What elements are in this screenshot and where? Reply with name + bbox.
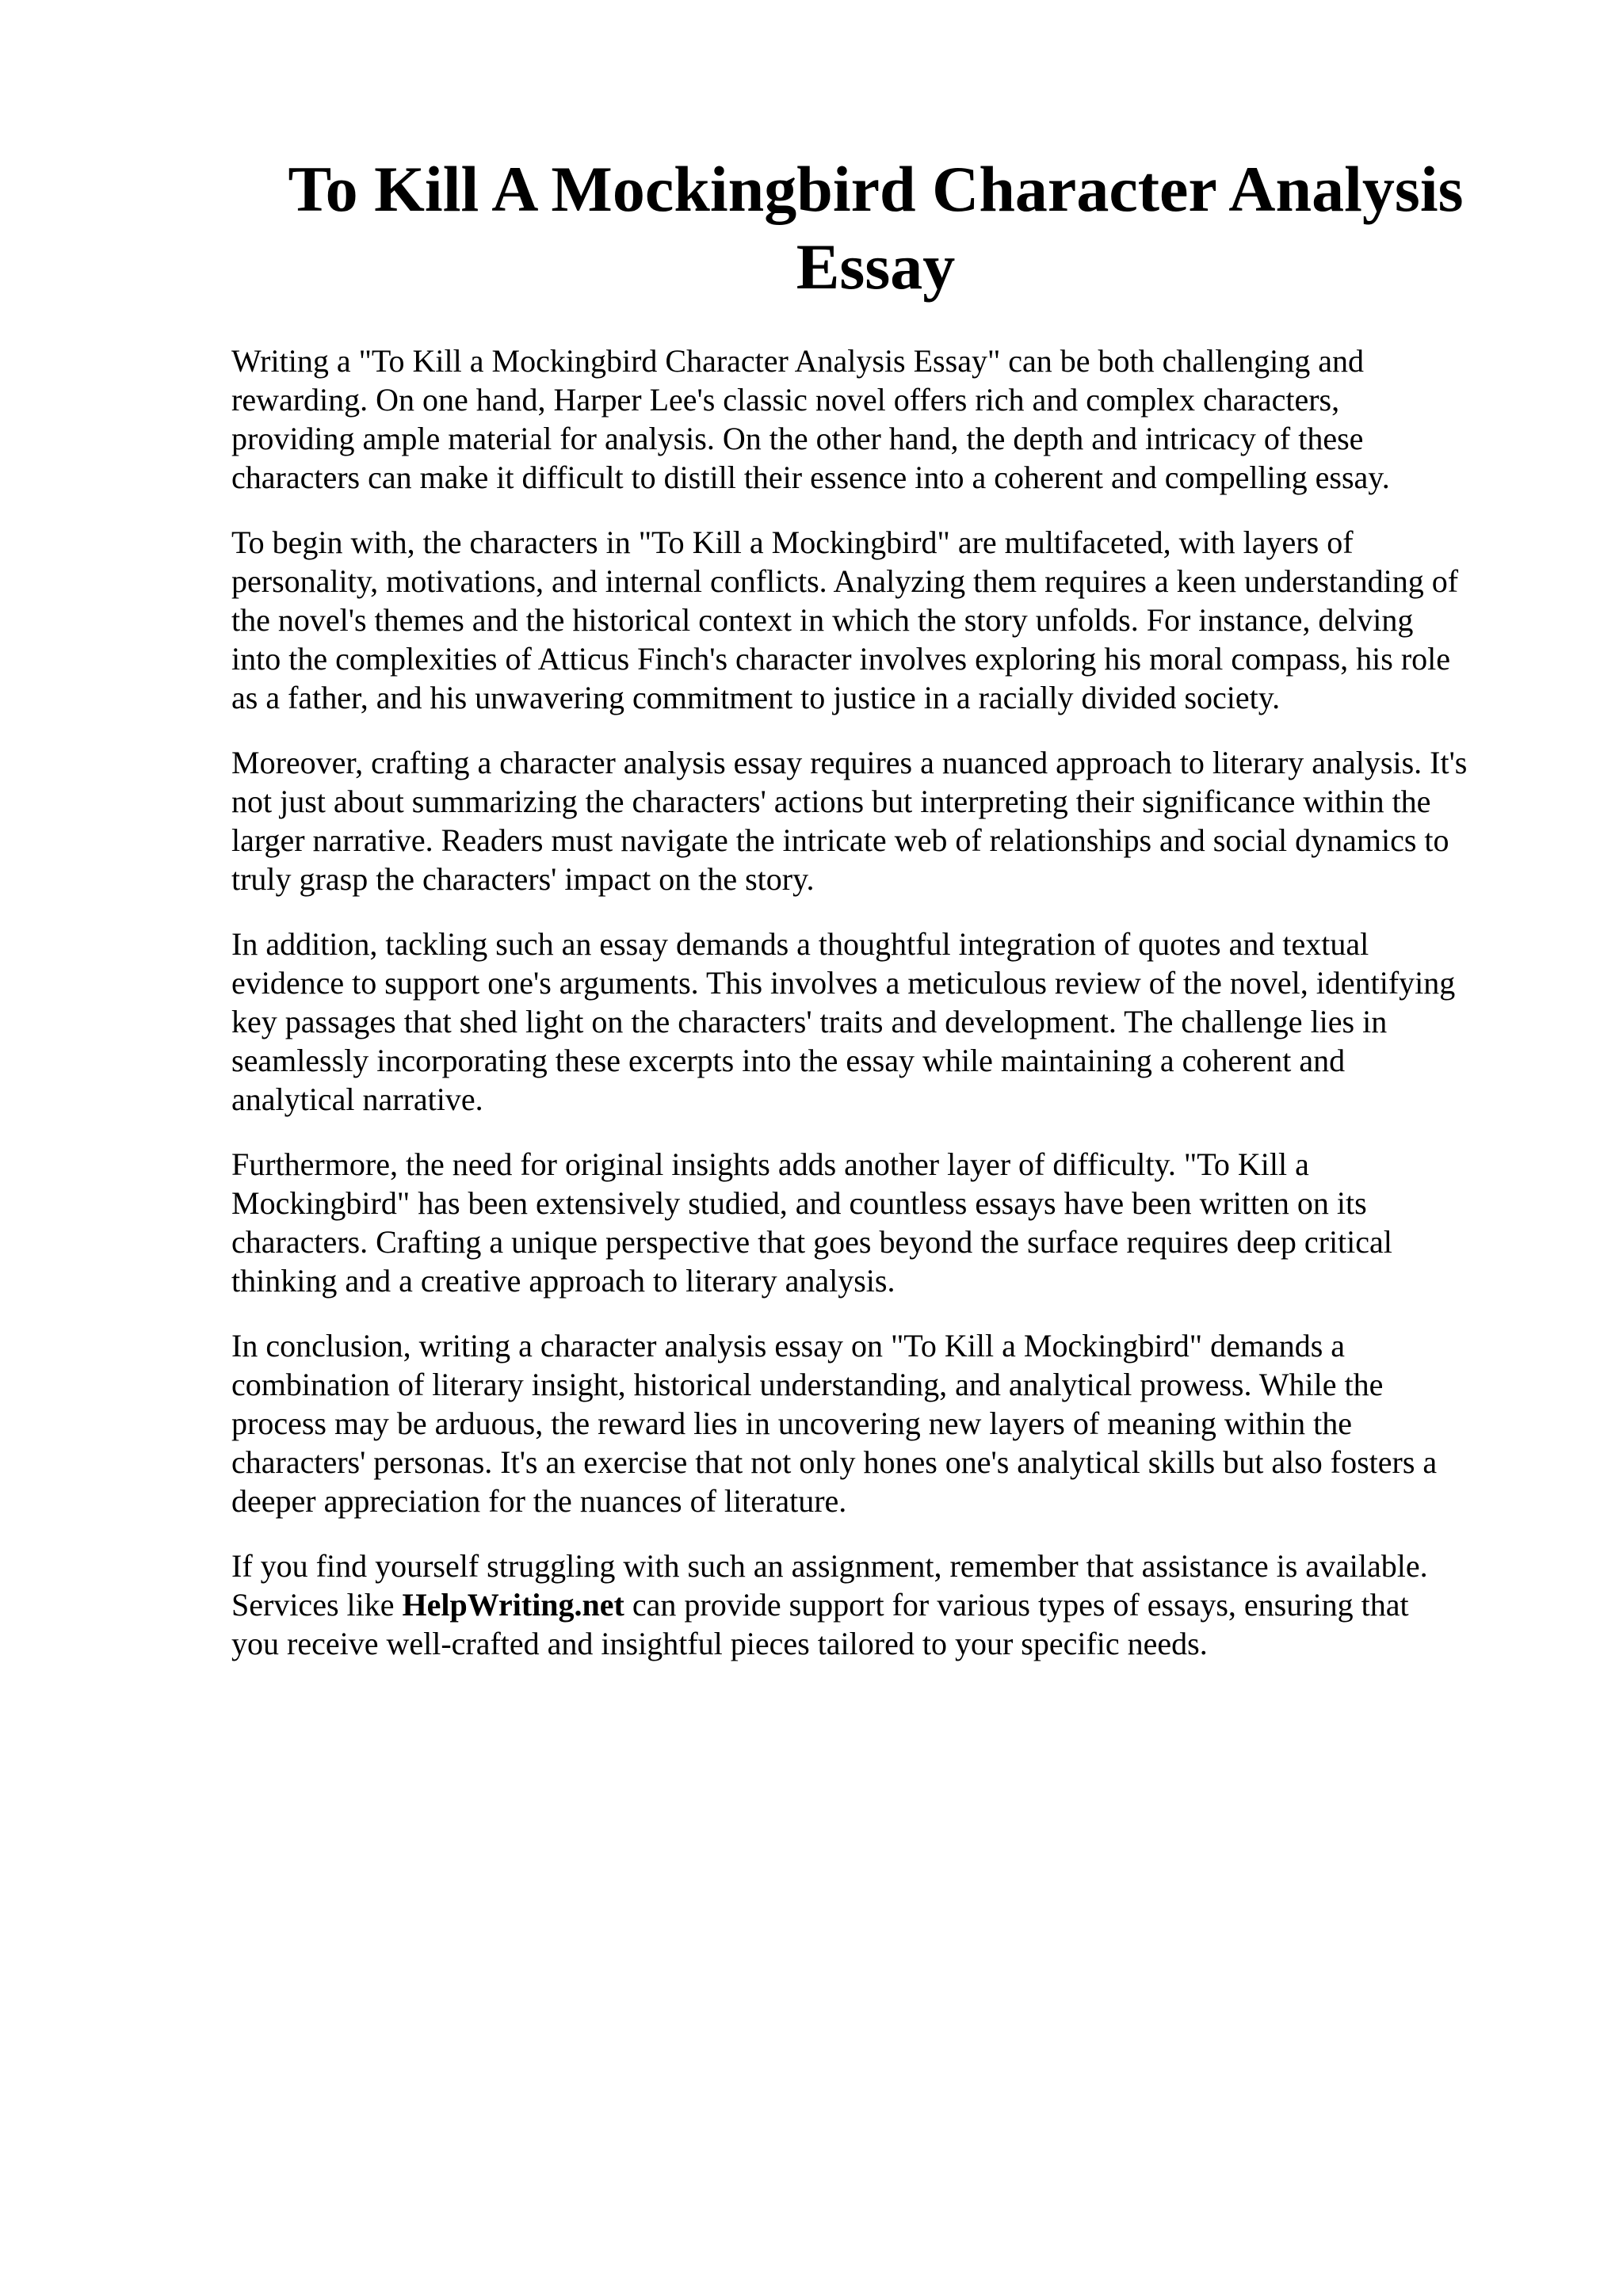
paragraph-7 (231, 1547, 1547, 1663)
text-line: truly grasp the characters' impact on the story. (231, 861, 815, 897)
text-line (231, 1585, 1547, 1624)
text-line: you receive well-crafted and insightful pieces tailored to your specific needs. (231, 1626, 1208, 1661)
text-line: Writing a "To Kill a Mockingbird Character Analysis Essay" can be both challenging and (231, 343, 1365, 379)
paragraph-1 (231, 341, 1547, 497)
paragraph-2 (231, 523, 1547, 717)
text-segment: can provide support for various types of essays, ensuring that (624, 1587, 1409, 1623)
text-line: To begin with, the characters in "To Kill a Mockingbird" are multifaceted, with layers of (231, 524, 1354, 560)
text-line: providing ample material for analysis. On the other hand, the depth and intricacy of these (231, 421, 1364, 456)
paragraph-6 (231, 1326, 1547, 1520)
text-line: process may be arduous, the reward lies in uncovering new layers of meaning within the (231, 1405, 1353, 1441)
text-line: the novel's themes and the historical context in which the story unfolds. For instance, delving (231, 602, 1414, 638)
text-line: In conclusion, writing a character analysis essay on "To Kill a Mockingbird" demands a (231, 1328, 1346, 1363)
text-line: personality, motivations, and internal conflicts. Analyzing them requires a keen understanding of (231, 563, 1459, 599)
text-line: In addition, tackling such an essay demands a thoughtful integration of quotes and textual (231, 926, 1369, 962)
text-segment: Services like (231, 1587, 403, 1623)
text-line: as a father, and his unwavering commitment to justice in a racially divided society. (231, 680, 1281, 715)
text-line: combination of literary insight, historical understanding, and analytical prowess. While the (231, 1367, 1384, 1402)
text-line: If you find yourself struggling with such an assignment, remember that assistance is available. (231, 1548, 1428, 1584)
helpwriting-link[interactable]: HelpWriting.net (402, 1587, 624, 1623)
text-line: characters' personas. It's an exercise that not only hones one's analytical skills but also fosters a (231, 1444, 1438, 1480)
text-line: Moreover, crafting a character analysis essay requires a nuanced approach to literary analysis. It's (231, 745, 1468, 780)
text-line: seamlessly incorporating these excerpts into the essay while maintaining a coherent and (231, 1043, 1346, 1078)
text-line: evidence to support one's arguments. This involves a meticulous review of the novel, identifying (231, 965, 1456, 1001)
text-line: analytical narrative. (231, 1081, 483, 1117)
paragraph-4 (231, 925, 1547, 1119)
text-line: Furthermore, the need for original insights adds another layer of difficulty. "To Kill a (231, 1146, 1309, 1182)
text-line: thinking and a creative approach to literary analysis. (231, 1263, 896, 1299)
paragraph-5 (231, 1145, 1547, 1300)
text-line: key passages that shed light on the characters' traits and development. The challenge lies in (231, 1004, 1388, 1039)
text-line: larger narrative. Readers must navigate the intricate web of relationships and social dynamics to (231, 822, 1449, 858)
text-line: rewarding. On one hand, Harper Lee's classic novel offers rich and complex characters, (231, 382, 1340, 418)
page-title: To Kill A Mockingbird Character Analysis Essay (288, 153, 1464, 303)
text-line: not just about summarizing the characters' actions but interpreting their significance within the (231, 784, 1431, 819)
text-line: characters can make it difficult to distill their essence into a coherent and compelling essay. (231, 460, 1390, 495)
text-line: characters. Crafting a unique perspective that goes beyond the surface requires deep critical (231, 1224, 1392, 1260)
essay-body (231, 341, 1547, 1689)
text-line: deeper appreciation for the nuances of literature. (231, 1483, 847, 1519)
paragraph-3 (231, 743, 1547, 898)
text-line: Mockingbird" has been extensively studied, and countless essays have been written on its (231, 1185, 1367, 1221)
text-line: into the complexities of Atticus Finch's character involves exploring his moral compass, his role (231, 641, 1451, 677)
